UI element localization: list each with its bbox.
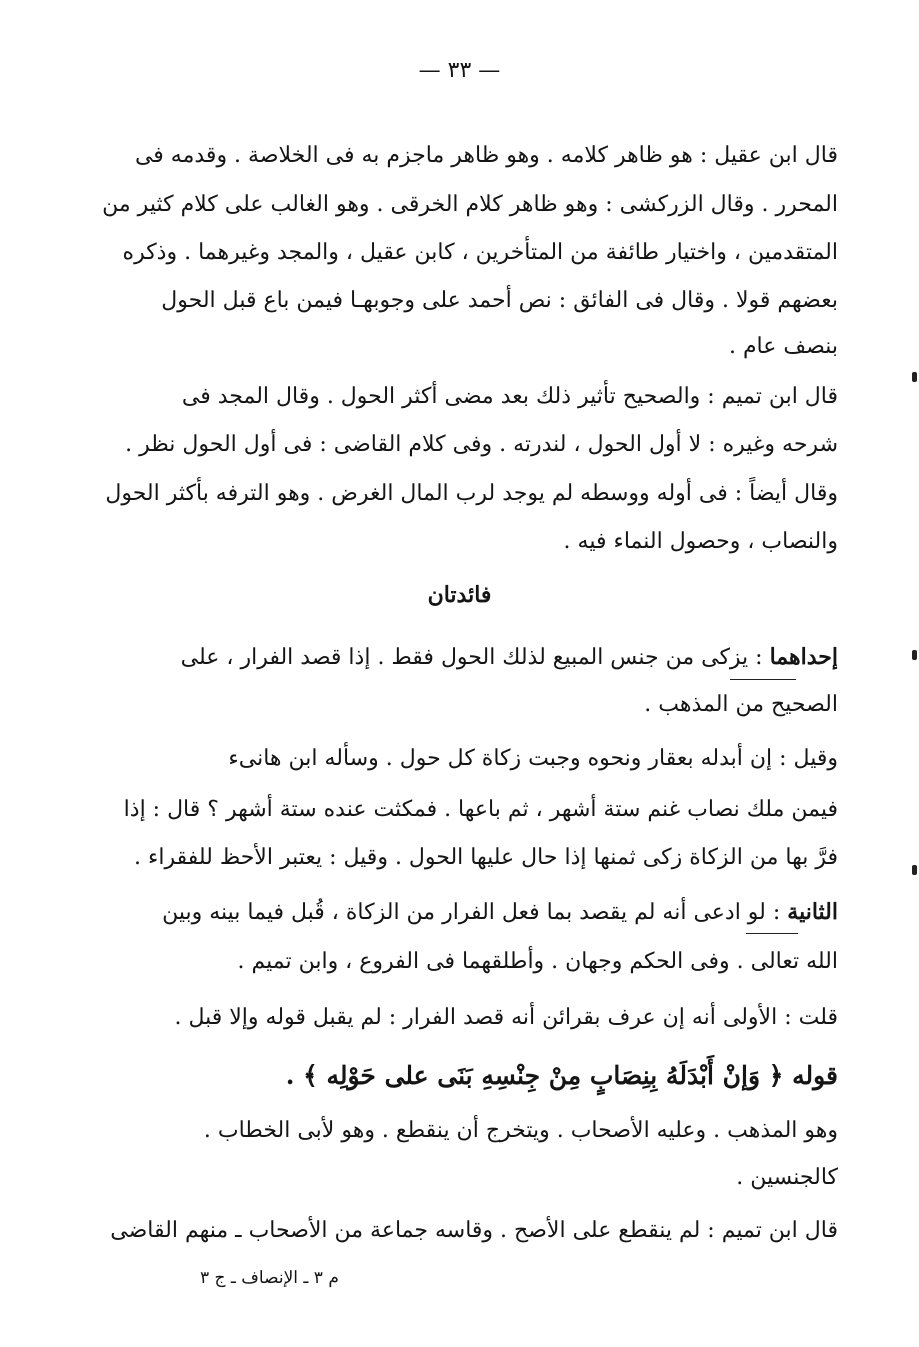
text-line: المحرر . وقال الزركشى : وهو ظاهر كلام الخرقى . وهو الغالب على كلام كثير من bbox=[102, 192, 838, 217]
lead-underline bbox=[746, 933, 798, 934]
scan-edge-mark bbox=[912, 865, 917, 875]
text-line: والنصاب ، وحصول النماء فيه . bbox=[563, 529, 838, 554]
text-line: وهو المذهب . وعليه الأصحاب . ويتخرج أن ينقطع . وهو لأبى الخطاب . bbox=[203, 1118, 838, 1143]
text-line: الصحيح من المذهب . bbox=[644, 692, 838, 717]
text-span: : لو ادعى أنه لم يقصد بما فعل الفرار من الزكاة ، قُبل فيما بينه وبين bbox=[162, 900, 788, 925]
text-line: قال ابن عقيل : هو ظاهر كلامه . وهو ظاهر ماجزم به فى الخلاصة . وقدمه فى bbox=[134, 143, 838, 168]
text-line: شرحه وغيره : لا أول الحول ، لندرته . وفى كلام القاضى : فى أول الحول نظر . bbox=[125, 432, 838, 457]
text-line: المتقدمين ، واختيار طائفة من المتأخرين ، كابن عقيل ، والمجد وغيرهما . وذكره bbox=[122, 240, 838, 265]
text-line: وقال أيضاً : فى أوله ووسطه لم يوجد لرب المال الغرض . وهو الترفه بأكثر الحول bbox=[105, 481, 838, 506]
text-line: قال ابن تميم : والصحيح تأثير ذلك بعد مضى أكثر الحول . وقال المجد فى bbox=[181, 384, 838, 409]
text-line: قلت : الأولى أنه إن عرف بقرائن أنه قصد الفرار : لم يقبل قوله وإلا قبل . bbox=[174, 1005, 838, 1030]
page-number: — ٣٣ — bbox=[418, 58, 501, 83]
scan-edge-mark bbox=[912, 650, 917, 660]
text-line: فيمن ملك نصاب غنم ستة أشهر ، ثم باعها . فمكثت عنده ستة أشهر ؟ قال : إذا bbox=[123, 797, 838, 822]
text-line bbox=[178, 637, 838, 677]
text-line: بنصف عام . bbox=[728, 334, 838, 359]
section-heading: فائدتان bbox=[427, 582, 492, 608]
lead-word: إحداهما bbox=[769, 644, 838, 670]
text-line: قال ابن تميم : لم ينقطع على الأصح . وقاسه جماعة من الأصحاب ـ منهم القاضى bbox=[110, 1218, 838, 1243]
text-line: الله تعالى . وفى الحكم وجهان . وأطلقهما فى الفروع ، وابن تميم . bbox=[237, 949, 838, 974]
text-span: : يزكى من جنس المبيع لذلك الحول فقط . إذا قصد الفرار ، على bbox=[180, 645, 770, 670]
text-line: بعضهم قولا . وقال فى الفائق : نص أحمد على وجوبهـا فيمن باع قبل الحول bbox=[161, 288, 838, 313]
text-line: كالجنسين . bbox=[736, 1165, 838, 1190]
text-line bbox=[162, 892, 838, 932]
footer-signature: م ٣ ـ الإنصاف ـ ج ٣ bbox=[200, 1268, 339, 1288]
verse-line: قوله ﴿ وَإنْ أَبْدَلَهُ بِنِصَابٍ مِنْ جِنْسِهِ بَنَى على حَوْلِه ﴾ . bbox=[285, 1061, 838, 1090]
lead-underline bbox=[730, 679, 796, 680]
text-line: فرَّ بها من الزكاة زكى ثمنها إذا حال عليها الحول . وقيل : يعتبر الأحظ للفقراء . bbox=[134, 845, 838, 870]
scan-edge-mark bbox=[912, 372, 917, 382]
lead-word: الثانية bbox=[787, 899, 838, 925]
text-line: وقيل : إن أبدله بعقار ونحوه وجبت زكاة كل حول . وسأله ابن هانىء bbox=[228, 746, 838, 771]
